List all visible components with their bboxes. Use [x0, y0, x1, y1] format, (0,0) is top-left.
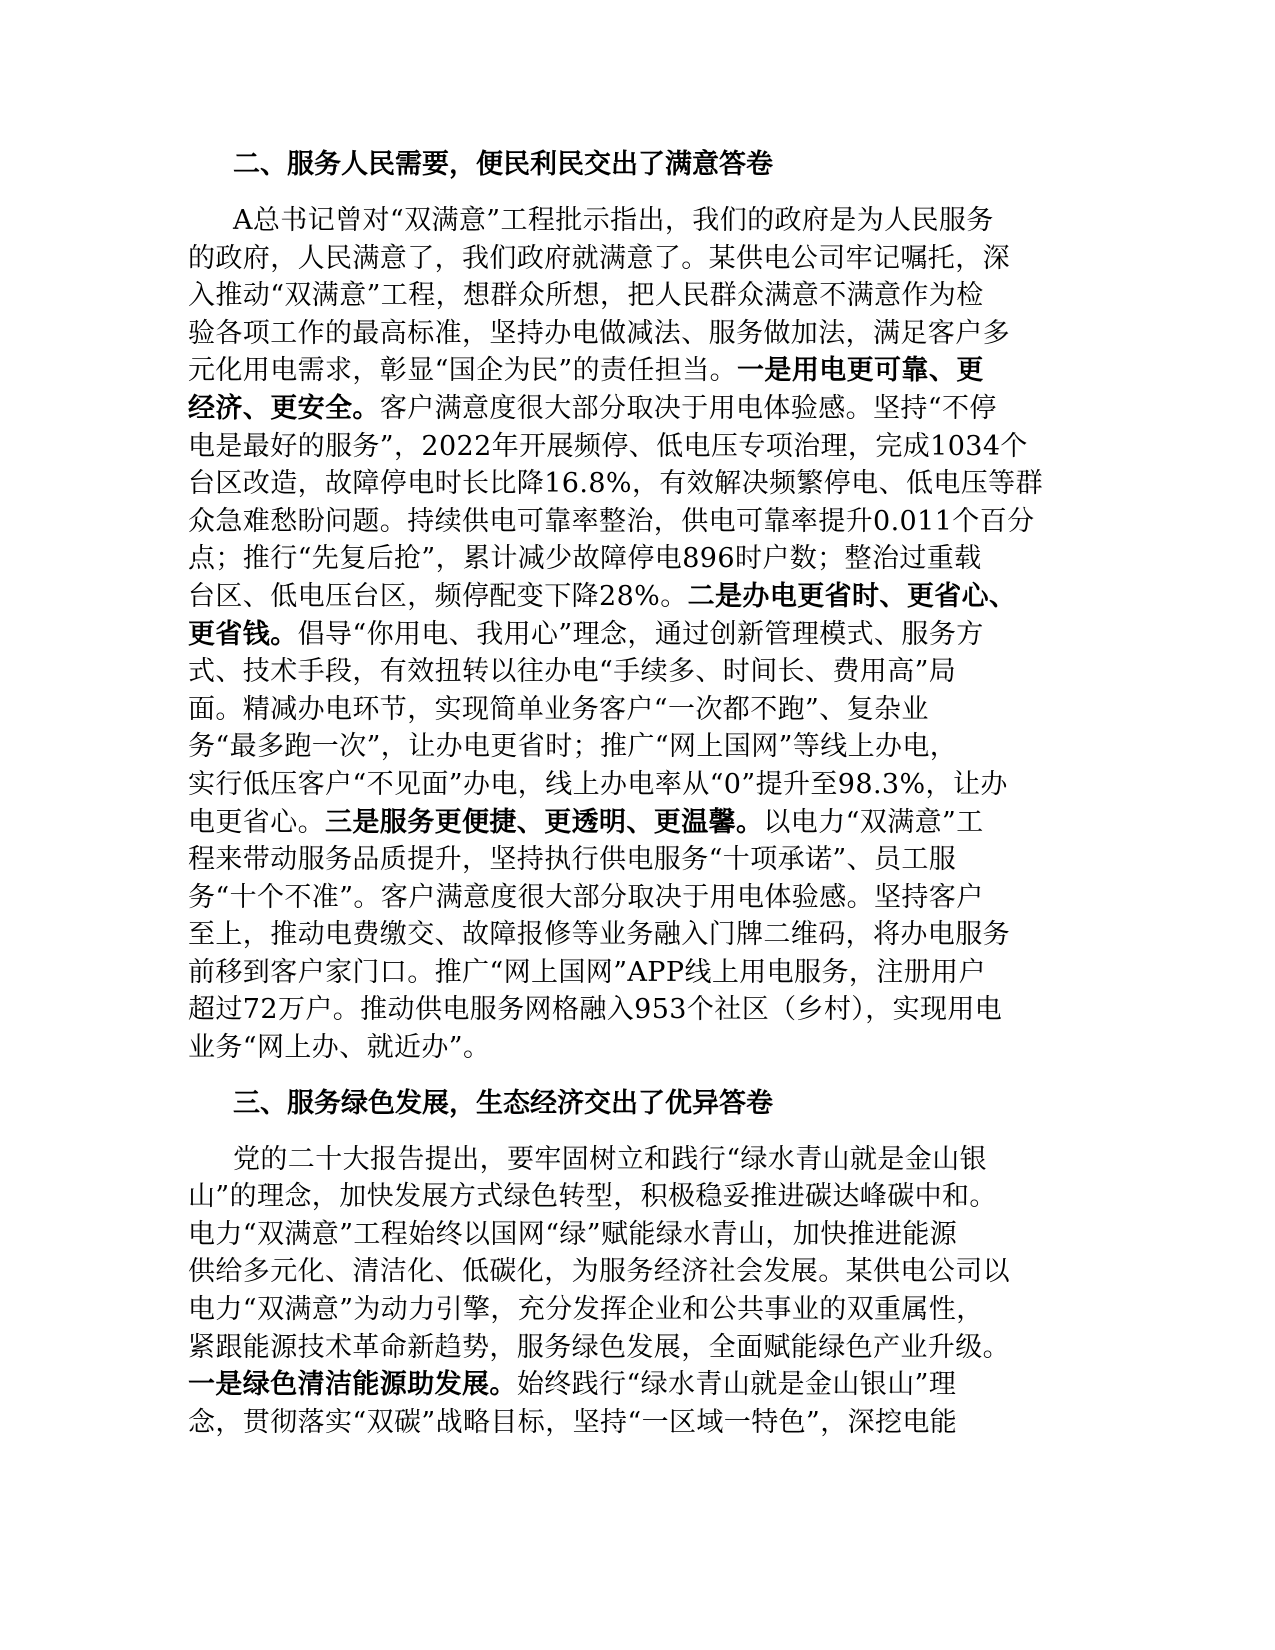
- text-line: 面。精减办电环节，实现简单业务客户“一次都不跑”、复杂业: [188, 693, 929, 725]
- text-line: 一是绿色清洁能源助发展。始终践行“绿水青山就是金山银山”理: [188, 1369, 957, 1401]
- text-line: 山”的理念，加快发展方式绿色转型，积极稳妥推进碳达峰碳中和。: [188, 1181, 997, 1213]
- section-paragraph: [188, 1141, 1088, 1442]
- text-line: A总书记曾对“双满意”工程批示指出，我们的政府是为人民服务: [233, 205, 994, 236]
- text-line: 众急难愁盼问题。持续供电可靠率整治，供电可靠率提升0.011个百分: [188, 505, 1035, 537]
- text-line: 超过72万户。推动供电服务网格融入953个社区（乡村），实现用电: [188, 994, 1003, 1026]
- text-line: 务“最多跑一次”，让办电更省时；推广“网上国网”等线上办电，: [188, 731, 958, 763]
- bold-lead: 经济、更安全。: [188, 392, 380, 424]
- text-line: 实行低压客户“不见面”办电，线上办电率从“0”提升至98.3%，让办: [188, 768, 1008, 800]
- text-line: 点；推行“先复后抢”，累计减少故障停电896时户数；整治过重载: [188, 543, 982, 575]
- text-line: 电力“双满意”为动力引擎，充分发挥企业和公共事业的双重属性，: [188, 1294, 984, 1326]
- text-line: 程来带动服务品质提升，坚持执行供电服务“十项承诺”、员工服: [188, 844, 957, 876]
- text-line: 党的二十大报告提出，要牢固树立和践行“绿水青山就是金山银: [233, 1143, 988, 1175]
- bold-lead: 更省钱。: [188, 618, 298, 650]
- bold-lead: 三是服务更便捷、更透明、更温馨。: [325, 806, 764, 838]
- bold-lead: 二是办电更省时、更省心、: [687, 580, 1017, 612]
- text-line: 式、技术手段，有效扭转以往办电“手续多、时间长、费用高”局: [188, 656, 957, 688]
- section-heading: 二、服务人民需要，便民利民交出了满意答卷: [233, 149, 773, 180]
- text-line: 业务“网上办、就近办”。: [188, 1032, 491, 1064]
- text-line: 前移到客户家门口。推广“网上国网”APP线上用电服务，注册用户: [188, 956, 986, 988]
- text-line: 电更省心。三是服务更便捷、更透明、更温馨。以电力“双满意”工: [188, 806, 984, 838]
- text-line: 供给多元化、清洁化、低碳化，为服务经济社会发展。某供电公司以: [188, 1256, 1010, 1288]
- text-line: 至上，推动电费缴交、故障报修等业务融入门牌二维码，将办电服务: [188, 919, 1010, 951]
- text-line: 台区、低电压台区，频停配变下降28%。二是办电更省时、更省心、: [188, 580, 1017, 612]
- text-line: 电是最好的服务”，2022年开展频停、低电压专项治理，完成1034个: [188, 430, 1028, 462]
- text-line: 念，贯彻落实“双碳”战略目标，坚持“一区域一特色”，深挖电能: [188, 1406, 958, 1438]
- text-line: 电力“双满意”工程始终以国网“绿”赋能绿水青山，加快推进能源: [188, 1218, 958, 1250]
- section-paragraph: [188, 202, 1088, 1067]
- text-line: 经济、更安全。客户满意度很大部分取决于用电体验感。坚持“不停: [188, 392, 997, 424]
- text-line: 验各项工作的最高标准，坚持办电做减法、服务做加法，满足客户多: [188, 317, 1010, 349]
- bold-lead: 一是绿色清洁能源助发展。: [188, 1369, 517, 1401]
- document-page: [188, 146, 1088, 1441]
- text-line: 元化用电需求，彰显“国企为民”的责任担当。一是用电更可靠、更: [188, 355, 984, 387]
- text-line: 台区改造，故障停电时长比降16.8%，有效解决频繁停电、低电压等群: [188, 468, 1043, 500]
- text-line: 务“十个不准”。客户满意度很大部分取决于用电体验感。坚持客户: [188, 881, 984, 913]
- bold-lead: 一是用电更可靠、更: [737, 355, 984, 387]
- text-line: 入推动“双满意”工程，想群众所想，把人民群众满意不满意作为检: [188, 280, 984, 312]
- section-heading: 三、服务绿色发展，生态经济交出了优异答卷: [233, 1087, 773, 1119]
- text-line: 的政府，人民满意了，我们政府就满意了。某供电公司牢记嘱托，深: [188, 242, 1010, 274]
- text-line: 更省钱。倡导“你用电、我用心”理念，通过创新管理模式、服务方: [188, 618, 984, 650]
- text-line: 紧跟能源技术革命新趋势，服务绿色发展，全面赋能绿色产业升级。: [188, 1331, 1010, 1363]
